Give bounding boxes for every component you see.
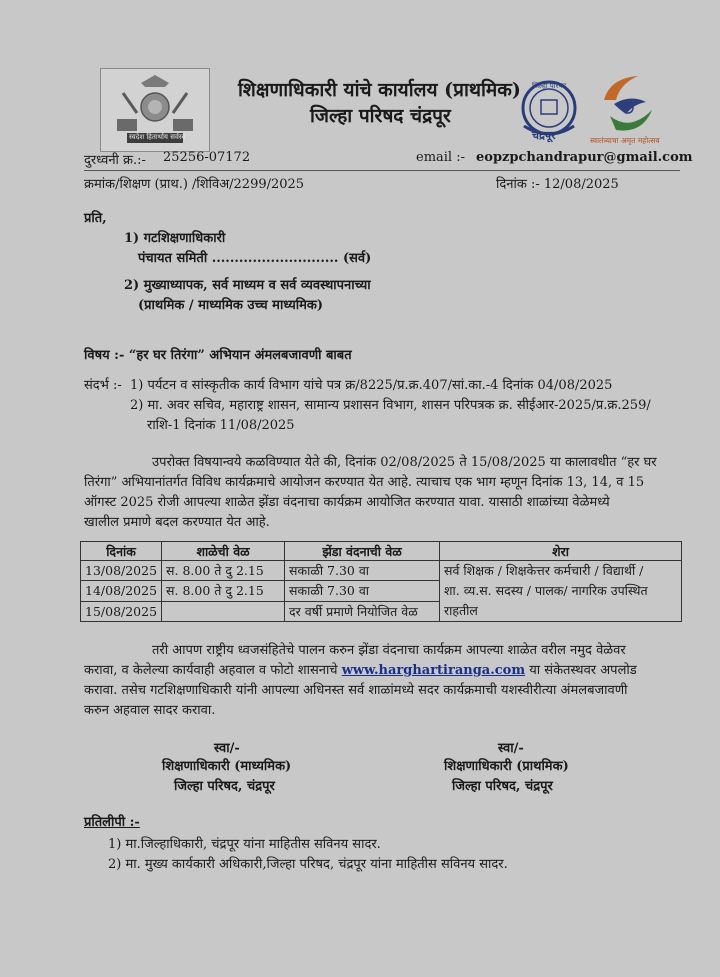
recipient-2-title: 2) मुख्याध्यापक, सर्व माध्यम व सर्व व्यवस्थापनाच्या [124, 278, 371, 293]
recipient-2-scope: (प्राथमिक / माध्यमिक उच्च माध्यमिक) [138, 298, 324, 313]
table-cell-date: 13/08/2025 [81, 561, 162, 581]
zilla-parishad-logo [518, 76, 580, 146]
body-para-2-line-3: करावा. तसेच गटशिक्षणाधिकारी यांनी आपल्या अधिनस्त सर्व शाळांमध्ये सदर कार्यक्रमाची यशस्वीरीत्या अंमलबजावणी [84, 683, 628, 698]
table-header-row [81, 542, 682, 561]
reference-2-line-2: राशि-1 दिनांक 11/08/2025 [147, 418, 295, 433]
harghartiranga-website-link[interactable]: www.harghartiranga.com [341, 663, 526, 678]
header-divider [84, 170, 680, 171]
amrut-mahotsav-logo [590, 70, 664, 148]
government-emblem-logo [100, 68, 210, 152]
table-header-remark: शेरा [440, 542, 682, 561]
copy-to-label: प्रतिलीपी :- [84, 815, 140, 830]
recipient-1-title: 1) गटशिक्षणाधिकारी [124, 231, 226, 246]
left-signatory-office: जिल्हा परिषद, चंद्रपूर [174, 779, 275, 794]
zp-logo-top-text: जिल्हा परिषद [532, 82, 567, 90]
table-row [81, 561, 682, 581]
left-signatory-designation: शिक्षणाधिकारी (माध्यमिक) [162, 759, 292, 774]
table-cell-flag-time: दर वर्षी प्रमाणे नियोजित वेळ [285, 601, 440, 621]
body-para-1-line-2: तिरंगा” अभियानांतर्गत विविध कार्यक्रमाचे आयोजन करण्यात येत आहे. त्याचाच एक भाग म्हणून दिनांक 13, 14, व 15 [84, 475, 645, 490]
table-cell-date: 14/08/2025 [81, 581, 162, 601]
to-label: प्रति, [84, 211, 107, 226]
right-signatory-designation: शिक्षणाधिकारी (प्राथमिक) [444, 759, 569, 774]
email-label: email :- [416, 150, 465, 165]
body-para-2-line-2 [84, 660, 637, 678]
table-cell-school-time: स. 8.00 ते दु 2.15 [162, 561, 285, 581]
body-para-2-line-2-end: या संकेतस्थवर अपलोड [529, 663, 637, 678]
copy-to-item-1: 1) मा.जिल्हाधिकारी, चंद्रपूर यांना माहितीस सविनय सादर. [108, 837, 381, 852]
table-header-school-time: शाळेची वेळ [162, 542, 285, 561]
body-para-2-line-4: करुन अहवाल सादर करावा. [84, 703, 216, 718]
recipient-1-office: पंचायत समिती ............................ (सर्व) [138, 251, 372, 266]
table-cell-flag-time: सकाळी 7.30 वा [285, 581, 440, 601]
office-title: शिक्षणाधिकारी यांचे कार्यालय (प्राथमिक) [238, 79, 521, 101]
amrut-logo-caption: स्वातंत्र्याचा अमृत महोत्सव [590, 136, 660, 145]
reference-2-line-1: 2) मा. अवर सचिव, महाराष्ट्र शासन, सामान्य प्रशासन विभाग, शासन परिपत्रक क्र. सीईआर-2025/प्र.क्र.259/ [130, 398, 651, 413]
reference-number: क्रमांक/शिक्षण (प्राथ.) /शिविअ/2299/2025 [84, 177, 305, 192]
table-cell-date: 15/08/2025 [81, 601, 162, 621]
body-para-2-line-2-start: करावा, व केलेल्या कार्यवाही अहवाल व फोटो शासनाचे [84, 663, 338, 678]
phone-number: 25256-07172 [163, 150, 251, 165]
letter-subject: विषय :- “हर घर तिरंगा” अभियान अंमलबजावणी बाबत [84, 348, 352, 363]
table-header-date: दिनांक [81, 542, 162, 561]
remark-line-2: शा. व्य.स. सदस्य / पालक/ नागरिक उपस्थित [444, 583, 648, 598]
zp-logo-bottom-text: चंद्रपूर [532, 129, 556, 142]
remark-line-1: सर्व शिक्षक / शिक्षकेत्तर कर्मचारी / विद्यार्थी / [444, 563, 644, 578]
reference-1: 1) पर्यटन व सांस्कृतीक कार्य विभाग यांचे पत्र क्र/8225/प्र.क्र.407/सां.का.-4 दिनांक 04/08/2025 [130, 378, 613, 393]
table-cell-remark [440, 561, 682, 622]
email-address: eopzpchandrapur@gmail.com [476, 150, 693, 165]
office-subtitle: जिल्हा परिषद चंद्रपूर [310, 105, 451, 127]
body-para-1-line-3: ऑगस्ट 2025 रोजी आपल्या शाळेत झेंडा वंदनाचा कार्यक्रम आयोजित करण्यात यावा. यासाठी शाळांच्या वेळेमध्ये [84, 495, 610, 510]
copy-to-item-2: 2) मा. मुख्य कार्यकारी अधिकारी,जिल्हा परिषद, चंद्रपूर यांना माहितीस सविनय सादर. [108, 857, 508, 872]
body-para-2-line-1: तरी आपण राष्ट्रीय ध्वजसंहितेचे पालन करुन झेंडा वंदनाचा कार्यक्रम आपल्या शाळेत वरील नमुद वेळेवर [152, 643, 626, 658]
body-para-1-line-4: खालील प्रमाणे बदल करण्यात येत आहे. [84, 515, 270, 530]
table-header-flag-time: झेंडा वंदनाची वेळ [285, 542, 440, 561]
phone-label: दुरध्वनी क्र.:- [84, 153, 146, 168]
schedule-table [80, 541, 682, 622]
remark-line-3: राहतील [444, 603, 478, 618]
right-signatory-office: जिल्हा परिषद, चंद्रपूर [452, 779, 553, 794]
left-signature: स्वा/- [214, 741, 240, 756]
table-cell-school-time: स. 8.00 ते दु 2.15 [162, 581, 285, 601]
right-signature: स्वा/- [498, 741, 524, 756]
body-para-1-line-1: उपरोक्त विषयान्वये कळविण्यात येते की, दिनांक 02/08/2025 ते 15/08/2025 या कालावधीत “हर घर [152, 455, 657, 470]
emblem-caption: स्वदेश हितार्थाय सर्वस्वं [129, 133, 186, 141]
table-cell-flag-time: सकाळी 7.30 वा [285, 561, 440, 581]
references-label: संदर्भ :- [84, 378, 122, 393]
table-cell-school-time [162, 601, 285, 621]
letter-date: दिनांक :- 12/08/2025 [496, 177, 619, 192]
